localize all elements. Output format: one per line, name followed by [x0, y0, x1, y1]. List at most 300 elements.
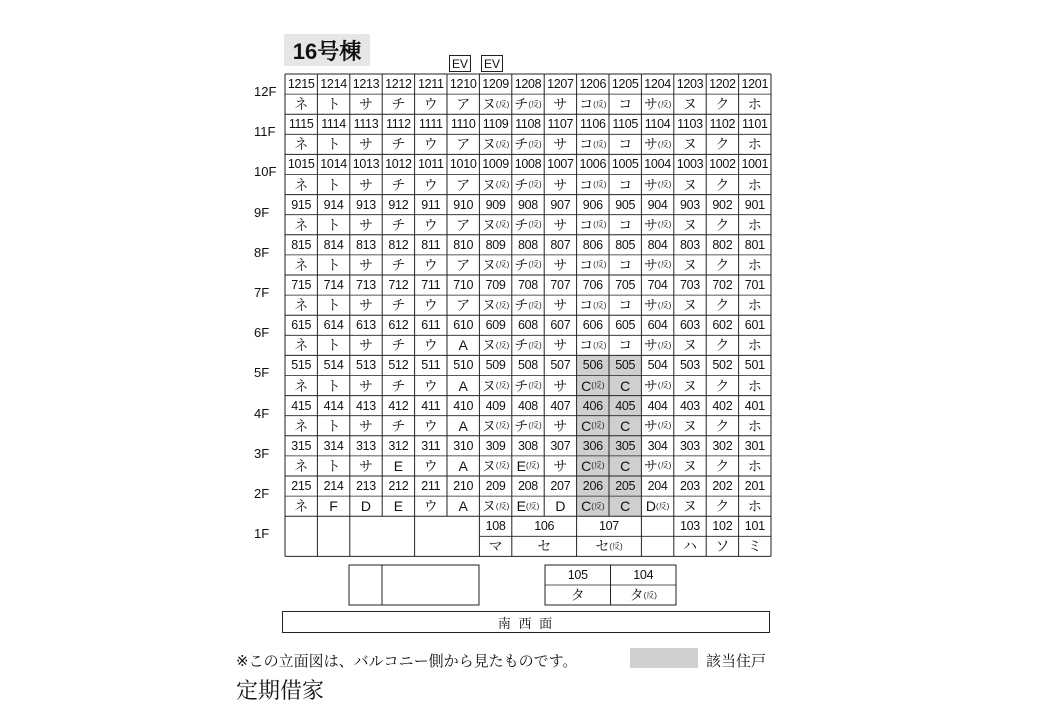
- unit-type: ヌ: [682, 96, 697, 113]
- unit-number: 606: [582, 318, 603, 333]
- unit-number: 509: [485, 358, 506, 373]
- unit-type: コ (反): [579, 297, 607, 314]
- unit-number: 1006: [579, 157, 607, 172]
- unit-number: 105: [567, 568, 588, 582]
- unit-number: 207: [550, 479, 571, 494]
- unit-number: 1015: [287, 157, 315, 172]
- unit-type: サ: [358, 377, 373, 394]
- unit-type: コ (反): [579, 337, 607, 354]
- unit-type: ハ: [682, 538, 697, 555]
- unit-number: 303: [680, 438, 700, 453]
- unit-number: 507: [550, 358, 571, 373]
- unit-number: 107: [599, 519, 619, 534]
- unit-type: ヌ (反): [481, 297, 510, 314]
- unit-number: 405: [615, 398, 636, 413]
- unit-number: 902: [712, 197, 733, 212]
- reversed-mark: (反): [495, 421, 510, 431]
- unit-type: チ: [391, 216, 406, 233]
- legend-label: 該当住戸: [706, 653, 767, 670]
- unit-number: 702: [712, 278, 733, 293]
- unit-type: ク: [715, 136, 730, 153]
- unit-type: E: [393, 457, 404, 474]
- reversed-mark: (反): [495, 461, 510, 471]
- unit-type: ソ: [715, 538, 730, 555]
- unit-type: チ (反): [514, 216, 542, 233]
- unit-type: セ: [537, 538, 552, 555]
- unit-type: ネ: [294, 417, 309, 434]
- unit-number: 607: [550, 318, 571, 333]
- unit-type: ウ: [423, 297, 438, 314]
- unit-type: ヌ (反): [481, 256, 510, 273]
- unit-type: D: [360, 498, 372, 515]
- unit-type: チ: [391, 337, 406, 354]
- unit-type: ネ: [294, 337, 309, 354]
- reversed-mark: (反): [528, 381, 542, 391]
- unit-type: E: [393, 498, 404, 515]
- unit-number: 206: [582, 479, 603, 494]
- unit-number: 1004: [644, 157, 671, 172]
- unit-type: サ: [553, 457, 568, 474]
- reversed-mark: (反): [495, 300, 510, 310]
- reversed-mark: (反): [657, 139, 672, 149]
- unit-type: ヌ: [682, 136, 697, 153]
- unit-number: 915: [291, 197, 312, 212]
- unit-type: ウ: [423, 457, 438, 474]
- unit-number: 1214: [320, 77, 347, 92]
- unit-type: コ: [618, 337, 633, 354]
- unit-type: ト: [326, 457, 341, 474]
- unit-type: コ: [618, 136, 633, 153]
- reversed-mark: (反): [657, 421, 672, 431]
- unit-type: ヌ (反): [481, 417, 510, 434]
- unit-number: 408: [518, 398, 538, 413]
- unit-number: 1014: [320, 157, 347, 172]
- unit-number: 612: [388, 318, 409, 333]
- unit-number: 506: [582, 358, 603, 373]
- unit-type: チ (反): [514, 256, 542, 273]
- unit-number: 403: [680, 398, 700, 413]
- unit-type: チ: [391, 377, 406, 394]
- unit-type: ウ: [423, 96, 438, 113]
- unit-type: チ (反): [514, 377, 542, 394]
- unit-type: ウ: [423, 417, 438, 434]
- unit-number: 703: [680, 278, 700, 293]
- unit-number: 1207: [547, 77, 574, 92]
- unit-type: マ: [488, 538, 503, 555]
- unit-type: ネ: [294, 176, 309, 193]
- reversed-mark: (反): [591, 461, 605, 471]
- unit-type: ト: [326, 96, 341, 113]
- unit-type: チ: [391, 96, 406, 113]
- reversed-mark: (反): [528, 300, 542, 310]
- unit-type: ア: [456, 96, 471, 113]
- floor-label: 11F: [254, 124, 276, 140]
- unit-type: ネ: [294, 216, 309, 233]
- unit-type: サ: [358, 417, 373, 434]
- unit-type: A: [458, 417, 468, 434]
- unit-type: コ (反): [579, 136, 607, 153]
- unit-number: 413: [356, 398, 376, 413]
- unit-number: 701: [744, 278, 765, 293]
- unit-type: サ (反): [643, 337, 672, 354]
- unit-type: ア: [456, 176, 471, 193]
- floor-label: 8F: [254, 244, 270, 260]
- unit-number: 512: [388, 358, 409, 373]
- unit-type: タ (反): [629, 587, 657, 603]
- unit-type: C: [620, 498, 631, 515]
- unit-type: ト: [326, 297, 341, 314]
- unit-number: 204: [647, 479, 668, 494]
- unit-number: 814: [323, 237, 344, 252]
- unit-type: サ (反): [643, 216, 672, 233]
- unit-number: 212: [388, 479, 409, 494]
- unit-number: 513: [356, 358, 376, 373]
- unit-type: ウ: [423, 256, 438, 273]
- reversed-mark: (反): [657, 99, 672, 109]
- unit-number: 806: [582, 237, 603, 252]
- unit-type: ヌ: [682, 216, 697, 233]
- unit-type: コ (反): [579, 216, 607, 233]
- unit-number: 409: [485, 398, 506, 413]
- unit-number: 1003: [676, 157, 704, 172]
- unit-type: タ: [570, 587, 585, 603]
- unit-number: 1210: [449, 77, 477, 92]
- unit-type: サ (反): [643, 457, 672, 474]
- unit-type: ヌ: [682, 417, 697, 434]
- unit-type: コ (反): [579, 96, 607, 113]
- unit-number: 611: [421, 318, 441, 333]
- unit-number: 1206: [579, 77, 607, 92]
- unit-type: セ (反): [595, 538, 623, 555]
- reversed-mark: (反): [495, 501, 510, 511]
- reversed-mark: (反): [657, 381, 672, 391]
- unit-number: 406: [582, 398, 603, 413]
- unit-number: 909: [485, 197, 506, 212]
- unit-number: 608: [518, 318, 538, 333]
- unit-type: ヌ (反): [481, 96, 510, 113]
- unit-number: 305: [615, 438, 636, 453]
- unit-number: 314: [323, 438, 344, 453]
- unit-number: 603: [680, 318, 700, 333]
- unit-number: 813: [356, 237, 376, 252]
- unit-number: 1112: [386, 117, 411, 132]
- floor-label: 2F: [254, 486, 270, 501]
- unit-number: 613: [356, 318, 376, 333]
- unit-number: 907: [550, 197, 571, 212]
- unit-type: サ: [553, 136, 568, 153]
- unit-number: 908: [518, 197, 538, 212]
- reversed-mark: (反): [528, 260, 542, 270]
- unit-number: 812: [388, 237, 409, 252]
- unit-type: ク: [715, 96, 730, 113]
- unit-number: 211: [421, 479, 441, 494]
- elevator-label: EV: [481, 55, 503, 72]
- unit-type: ヌ: [682, 498, 697, 515]
- unit-number: 707: [550, 278, 571, 293]
- unit-number: 1208: [514, 77, 542, 92]
- unit-type: ク: [715, 176, 730, 193]
- unit-number: 808: [518, 237, 538, 252]
- unit-number: 912: [388, 197, 409, 212]
- unit-type: ヌ: [682, 337, 697, 354]
- unit-number: 809: [485, 237, 506, 252]
- reversed-mark: (反): [495, 99, 510, 109]
- floor-label: 9F: [254, 204, 270, 220]
- floor-label: 7F: [254, 285, 270, 300]
- unit-type: ホ: [747, 457, 762, 474]
- floor-label: 6F: [254, 325, 270, 341]
- unit-type: サ: [358, 136, 373, 153]
- floor-label: 12F: [254, 84, 277, 99]
- unit-type: ト: [326, 337, 341, 354]
- unit-type: ヌ (反): [481, 498, 510, 515]
- unit-type: チ: [391, 256, 406, 273]
- unit-type: ヌ: [682, 176, 697, 193]
- unit-number: 911: [421, 197, 441, 212]
- unit-number: 308: [518, 438, 538, 453]
- unit-number: 1012: [385, 157, 412, 172]
- reversed-mark: (反): [657, 340, 672, 350]
- unit-number: 214: [323, 479, 344, 494]
- unit-number: 1002: [709, 157, 736, 172]
- unit-type: A: [458, 337, 468, 354]
- unit-type: ト: [326, 176, 341, 193]
- unit-number: 514: [323, 358, 344, 373]
- unit-type: ク: [715, 216, 730, 233]
- unit-type: ク: [715, 297, 730, 314]
- unit-type: ク: [715, 337, 730, 354]
- unit-number: 515: [291, 358, 312, 373]
- unit-number: 1201: [741, 77, 769, 92]
- unit-type: ホ: [747, 297, 762, 314]
- unit-type: ネ: [294, 136, 309, 153]
- unit-number: 313: [356, 438, 376, 453]
- unit-number: 502: [712, 358, 733, 373]
- reversed-mark: (反): [593, 180, 607, 190]
- unit-type: サ: [358, 256, 373, 273]
- unit-type: C: [620, 377, 631, 394]
- unit-type: ミ: [747, 538, 762, 555]
- reversed-mark: (反): [591, 381, 605, 391]
- unit-number: 610: [453, 318, 474, 333]
- reversed-mark: (反): [526, 461, 540, 471]
- unit-number: 1211: [417, 77, 444, 92]
- unit-number: 1109: [482, 117, 509, 132]
- unit-type: ホ: [747, 256, 762, 273]
- unit-number: 714: [323, 278, 344, 293]
- unit-number: 706: [582, 278, 603, 293]
- elevator-label: EV: [449, 55, 471, 72]
- unit-type: サ: [553, 417, 568, 434]
- unit-type: ヌ: [682, 457, 697, 474]
- unit-number: 910: [453, 197, 474, 212]
- reversed-mark: (反): [655, 501, 670, 511]
- legend-swatch: [630, 648, 698, 668]
- unit-type: チ (反): [514, 417, 542, 434]
- unit-type: ヌ (反): [481, 457, 510, 474]
- unit-type: サ: [358, 337, 373, 354]
- unit-type: ホ: [747, 417, 762, 434]
- unit-type: ク: [715, 457, 730, 474]
- unit-type: チ (反): [514, 136, 542, 153]
- direction-label: 南 西 面: [282, 611, 770, 633]
- unit-number: 905: [615, 197, 636, 212]
- unit-number: 307: [550, 438, 571, 453]
- unit-number: 210: [453, 479, 474, 494]
- unit-number: 1101: [741, 117, 768, 132]
- lease-type: 定期借家: [236, 678, 325, 703]
- unit-number: 1008: [514, 157, 542, 172]
- unit-type: ウ: [423, 337, 438, 354]
- unit-number: 401: [744, 398, 765, 413]
- unit-type: サ (反): [643, 417, 672, 434]
- reversed-mark: (反): [593, 99, 607, 109]
- unit-type: E (反): [516, 498, 540, 515]
- unit-number: 510: [453, 358, 474, 373]
- unit-type: ホ: [747, 176, 762, 193]
- unit-number: 712: [388, 278, 409, 293]
- unit-number: 404: [647, 398, 668, 413]
- unit-number: 205: [615, 479, 636, 494]
- reversed-mark: (反): [657, 300, 672, 310]
- unit-type: ホ: [747, 377, 762, 394]
- unit-type: ネ: [294, 377, 309, 394]
- floor-label: 5F: [254, 365, 270, 381]
- unit-number: 605: [615, 318, 636, 333]
- floor-label: 10F: [254, 164, 277, 180]
- unit-type: サ: [553, 216, 568, 233]
- unit-type: コ (反): [579, 176, 607, 193]
- reversed-mark: (反): [593, 220, 607, 230]
- unit-number: 614: [323, 318, 344, 333]
- unit-number: 1108: [515, 117, 541, 132]
- reversed-mark: (反): [528, 139, 542, 149]
- reversed-mark: (反): [643, 590, 657, 600]
- unit-number: 914: [323, 197, 344, 212]
- unit-type: サ (反): [643, 256, 672, 273]
- reversed-mark: (反): [593, 139, 607, 149]
- unit-number: 407: [550, 398, 571, 413]
- unit-number: 904: [647, 197, 668, 212]
- floor-label: 3F: [254, 445, 270, 461]
- unit-number: 704: [647, 278, 668, 293]
- unit-number: 301: [744, 438, 765, 453]
- unit-type: サ: [358, 176, 373, 193]
- unit-number: 412: [388, 398, 409, 413]
- unit-number: 1107: [547, 117, 574, 132]
- unit-number: 1013: [352, 157, 380, 172]
- unit-number: 803: [680, 237, 700, 252]
- reversed-mark: (反): [495, 381, 510, 391]
- unit-type: チ: [391, 297, 406, 314]
- unit-number: 415: [291, 398, 312, 413]
- floor-label: 4F: [254, 405, 270, 421]
- unit-number: 202: [712, 479, 733, 494]
- unit-type: ク: [715, 256, 730, 273]
- unit-type: ア: [456, 297, 471, 314]
- unit-type: C: [620, 457, 631, 474]
- unit-number: 1115: [288, 117, 314, 132]
- unit-type: A: [458, 457, 468, 474]
- unit-type: ク: [715, 377, 730, 394]
- floor-label: 1F: [254, 526, 270, 542]
- unit-type: ア: [456, 216, 471, 233]
- unit-number: 1103: [677, 117, 703, 132]
- unit-number: 309: [485, 438, 506, 453]
- unit-type: ヌ: [682, 377, 697, 394]
- unit-type: D: [555, 498, 566, 515]
- unit-number: 810: [453, 237, 474, 252]
- unit-type: ネ: [294, 498, 309, 515]
- unit-type: サ: [358, 457, 373, 474]
- unit-number: 604: [647, 318, 668, 333]
- unit-number: 504: [647, 358, 668, 373]
- unit-number: 1212: [385, 77, 412, 92]
- unit-type: ネ: [294, 297, 309, 314]
- unit-type: ヌ (反): [481, 176, 510, 193]
- unit-number: 1213: [352, 77, 380, 92]
- reversed-mark: (反): [495, 180, 510, 190]
- reversed-mark: (反): [593, 260, 607, 270]
- unit-type: サ: [553, 176, 568, 193]
- unit-number: 1205: [611, 77, 639, 92]
- building-title: 16号棟: [284, 34, 370, 66]
- unit-number: 1106: [579, 117, 606, 132]
- unit-number: 511: [421, 358, 441, 373]
- unit-type: ヌ (反): [481, 216, 510, 233]
- unit-number: 1011: [417, 157, 444, 172]
- unit-type: D (反): [645, 498, 670, 515]
- reversed-mark: (反): [526, 501, 540, 511]
- unit-type: ヌ (反): [481, 136, 510, 153]
- unit-type: コ: [618, 256, 633, 273]
- unit-number: 101: [744, 519, 765, 534]
- unit-number: 1010: [449, 157, 477, 172]
- unit-type: ネ: [294, 256, 309, 273]
- unit-type: サ (反): [643, 96, 672, 113]
- unit-type: ウ: [423, 498, 438, 515]
- unit-number: 1009: [482, 157, 509, 172]
- unit-number: 508: [518, 358, 538, 373]
- elevation-note: ※この立面図は、バルコニー側から見たものです。: [236, 653, 578, 670]
- reversed-mark: (反): [528, 99, 542, 109]
- unit-type: ホ: [747, 216, 762, 233]
- reversed-mark: (反): [657, 220, 672, 230]
- unit-number: 410: [453, 398, 474, 413]
- reversed-mark: (反): [593, 300, 607, 310]
- unit-type: チ: [391, 176, 406, 193]
- unit-type: サ (反): [643, 136, 672, 153]
- unit-number: 804: [647, 237, 668, 252]
- unit-type: C (反): [581, 417, 605, 434]
- unit-type: ア: [456, 256, 471, 273]
- reversed-mark: (反): [528, 180, 542, 190]
- unit-number: 805: [615, 237, 636, 252]
- unit-number: 104: [633, 568, 654, 582]
- unit-type: チ (反): [514, 96, 542, 113]
- unit-type: ト: [326, 377, 341, 394]
- unit-type: ヌ (反): [481, 337, 510, 354]
- unit-type: サ: [358, 216, 373, 233]
- unit-type: コ: [618, 176, 633, 193]
- unit-number: 711: [421, 278, 441, 293]
- reversed-mark: (反): [528, 220, 542, 230]
- unit-type: ヌ: [682, 297, 697, 314]
- unit-number: 414: [323, 398, 344, 413]
- reversed-mark: (反): [657, 260, 672, 270]
- reversed-mark: (反): [528, 421, 542, 431]
- unit-type: ト: [326, 417, 341, 434]
